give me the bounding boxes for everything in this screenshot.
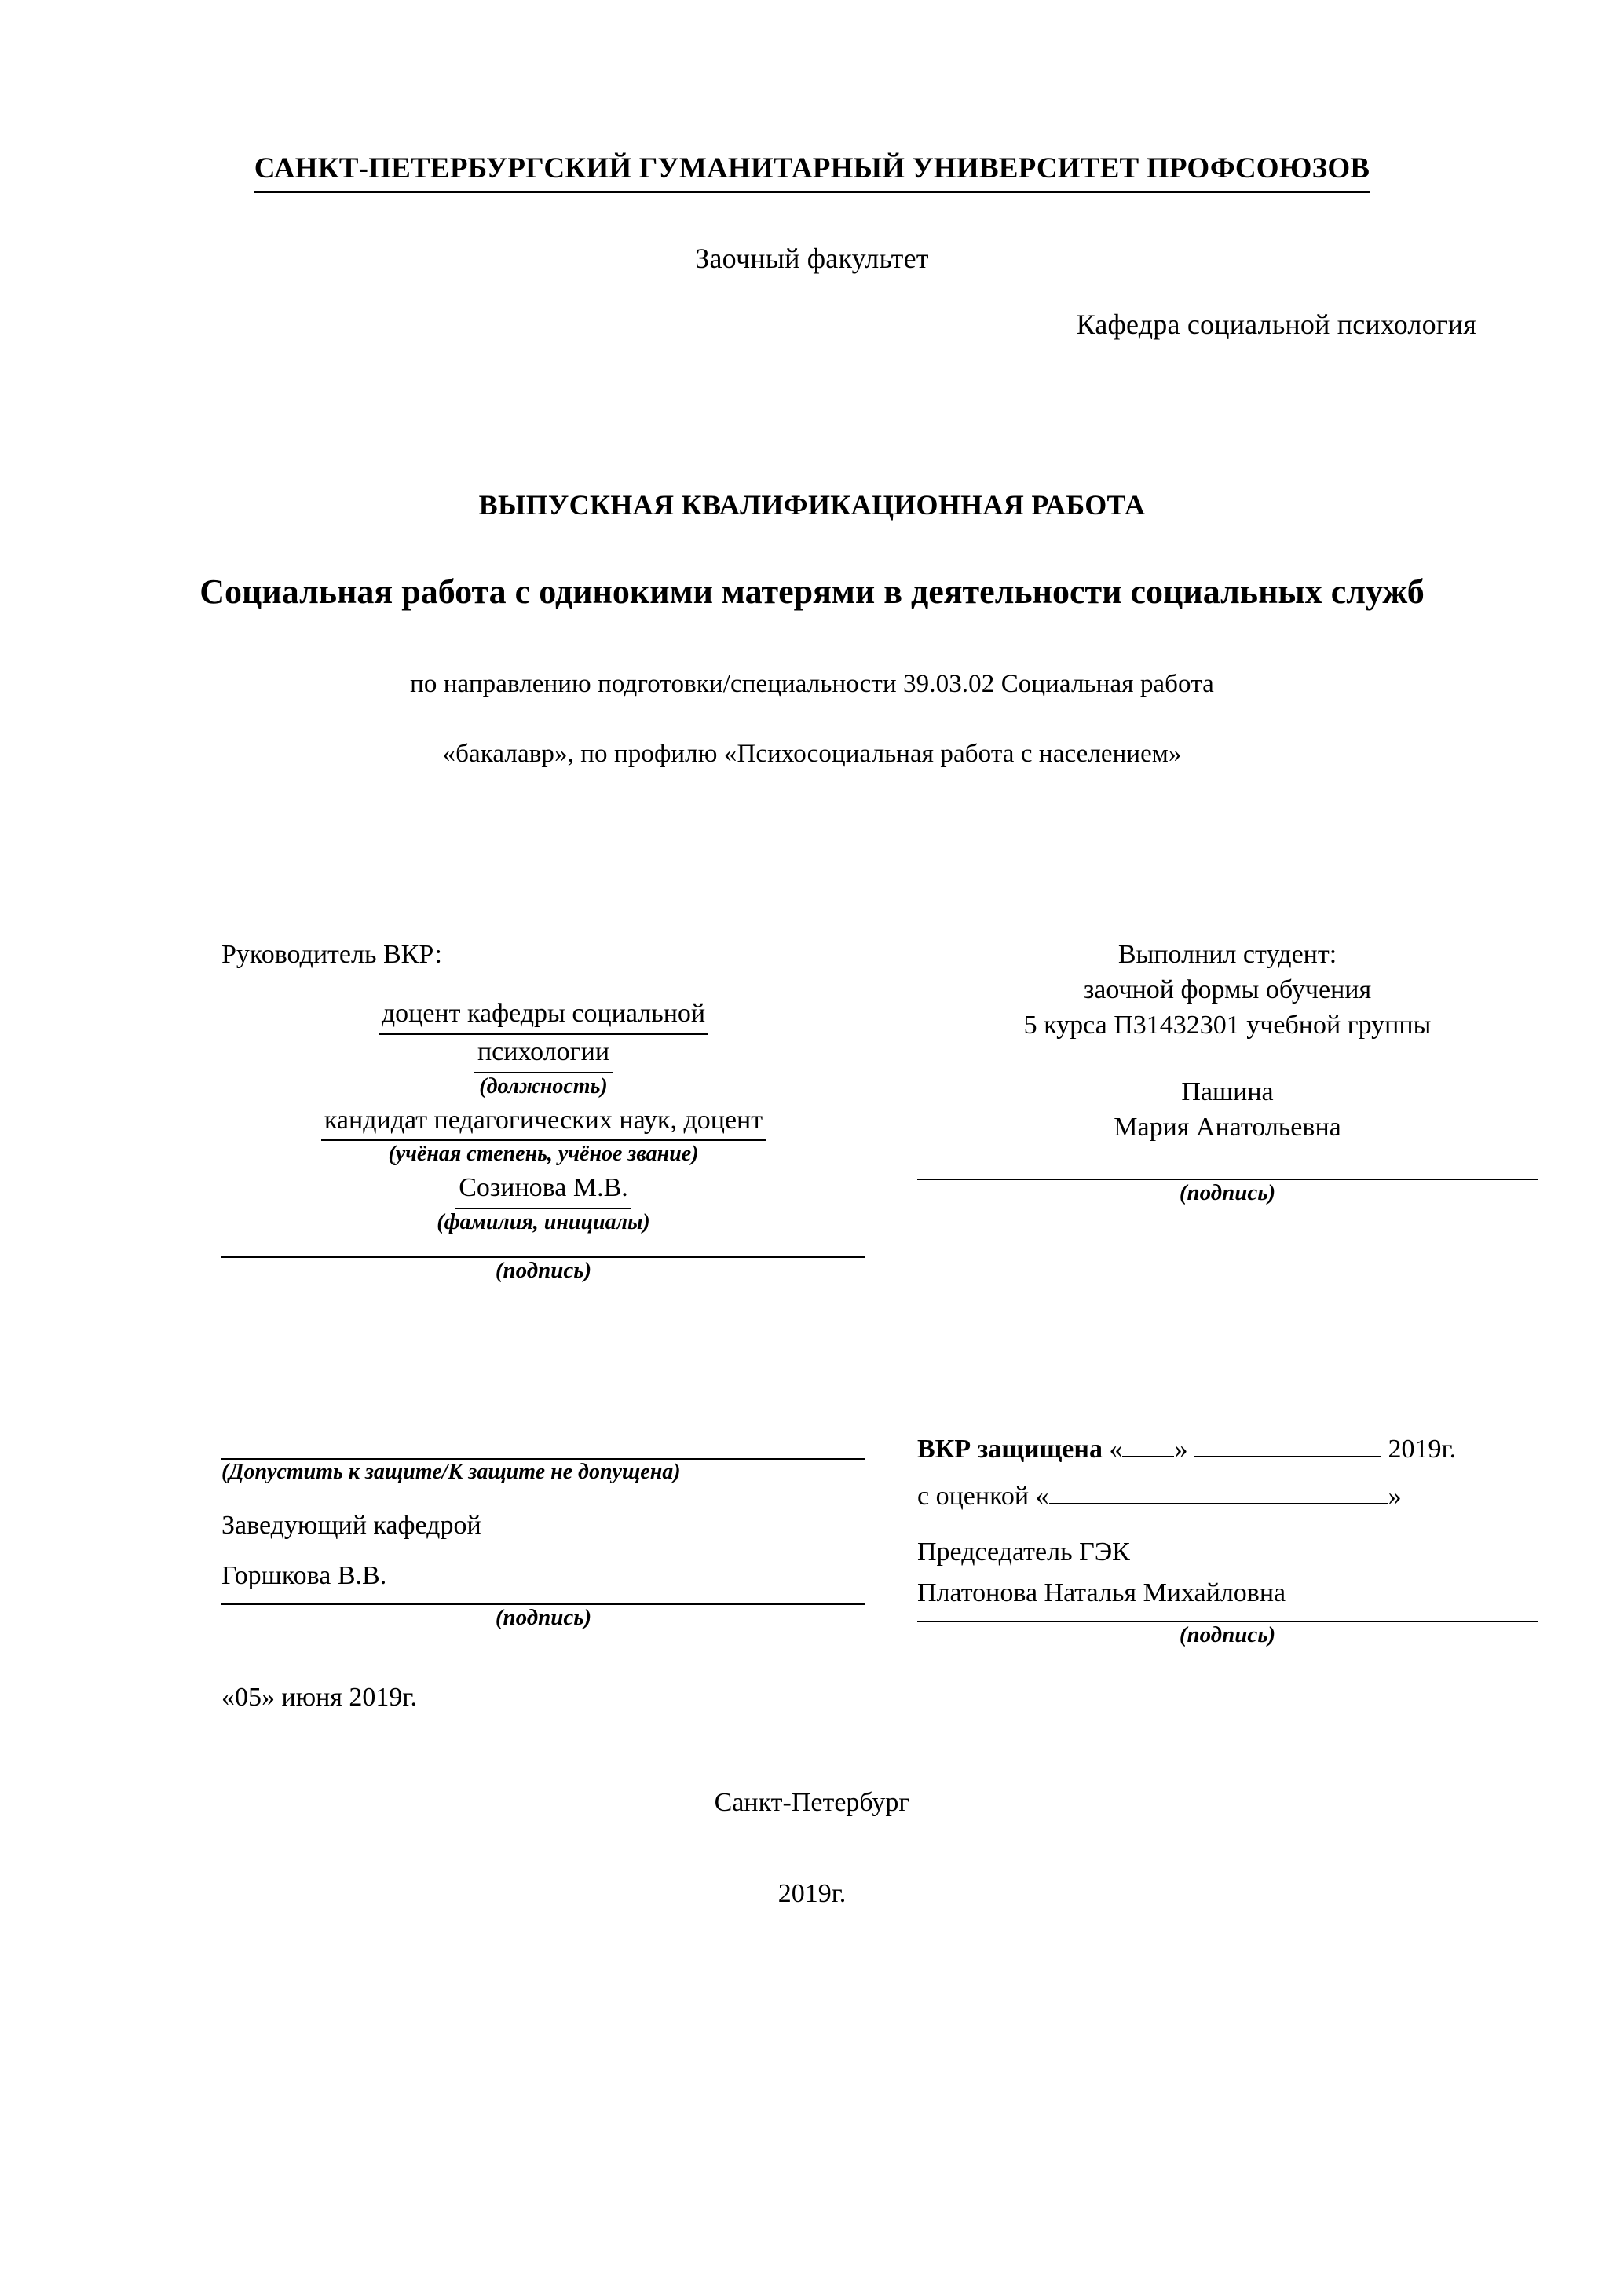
university-name: САНКТ-ПЕТЕРБУРГСКИЙ ГУМАНИТАРНЫЙ УНИВЕРСИТЕТ ПРОФСОЮЗОВ xyxy=(254,152,1370,193)
defense-month-blank[interactable] xyxy=(1194,1456,1381,1457)
supervisor-name: Созинова М.В. xyxy=(221,1171,865,1209)
student-given-name: Мария Анатольевна xyxy=(1114,1112,1341,1142)
defense-day-blank[interactable] xyxy=(1122,1456,1174,1457)
defense-quote-open: « xyxy=(1109,1434,1123,1464)
supervisor-position-note: (должность) xyxy=(479,1074,608,1099)
supervisor-position-line2: психологии xyxy=(221,1035,865,1073)
faculty-line: Заочный факультет xyxy=(695,243,929,275)
supervisor-label: Руководитель ВКР: xyxy=(221,940,442,970)
head-signature-note: (подпись) xyxy=(495,1605,592,1631)
page-title: Социальная работа с одинокими матерями в деятельности социальных служб xyxy=(199,572,1425,612)
student-surname: Пашина xyxy=(1181,1077,1274,1107)
mark-quote-close: » xyxy=(1388,1481,1402,1511)
student-signature-note: (подпись) xyxy=(1179,1179,1276,1205)
head-of-department-label: Заведующий кафедрой xyxy=(221,1510,481,1540)
supervisor-signature-note: (подпись) xyxy=(495,1257,592,1283)
defense-line xyxy=(917,1435,1538,1464)
mark-quote-open: « xyxy=(1035,1481,1049,1511)
student-label: Выполнил студент: xyxy=(1117,940,1337,970)
defense-block xyxy=(917,1356,1538,1649)
defense-year: 2019г. xyxy=(1388,1434,1457,1464)
university-heading xyxy=(0,0,1624,193)
supervisor-degree-note: (учёная степень, учёное звание) xyxy=(388,1142,699,1167)
signature-columns xyxy=(0,938,1624,1283)
direction-line: по направлению подготовки/специальности 39.03.02 Социальная работа xyxy=(410,670,1214,699)
defense-quote-close: » xyxy=(1174,1434,1188,1464)
footer-city: Санкт-Петербург xyxy=(714,1788,910,1818)
supervisor-block xyxy=(221,938,865,1283)
mark-line xyxy=(917,1482,1538,1512)
footer-year: 2019г. xyxy=(777,1879,847,1909)
head-of-department-name: Горшкова В.В. xyxy=(221,1561,387,1591)
admission-block xyxy=(221,1356,865,1649)
student-group: 5 курса П31432301 учебной группы xyxy=(1023,1011,1432,1040)
supervisor-degree: кандидат педагогических наук, доцент xyxy=(221,1103,865,1142)
department-line: Кафедра социальной психология xyxy=(1076,309,1476,341)
mark-label: с оценкой xyxy=(917,1481,1030,1511)
admission-note: (Допустить к защите/К защите не допущена) xyxy=(221,1459,681,1484)
admission-date: «05» июня 2019г. xyxy=(221,1683,418,1713)
supervisor-position-line1: доцент кафедры социальной xyxy=(221,996,865,1035)
chair-signature-note: (подпись) xyxy=(1179,1622,1276,1648)
chair-label: Председатель ГЭК xyxy=(917,1537,1130,1567)
lower-columns xyxy=(0,1356,1624,1649)
document-type: ВЫПУСКНАЯ КВАЛИФИКАЦИОННАЯ РАБОТА xyxy=(478,489,1146,521)
supervisor-name-note: (фамилия, инициалы) xyxy=(437,1209,650,1234)
defense-label: ВКР защищена xyxy=(917,1434,1103,1464)
student-block xyxy=(917,938,1538,1283)
chair-name: Платонова Наталья Михайловна xyxy=(917,1578,1286,1608)
student-form: заочной формы обучения xyxy=(1083,975,1372,1005)
mark-blank[interactable] xyxy=(1049,1503,1388,1504)
profile-line: «бакалавр», по профилю «Психосоциальная работа с населением» xyxy=(442,740,1182,769)
